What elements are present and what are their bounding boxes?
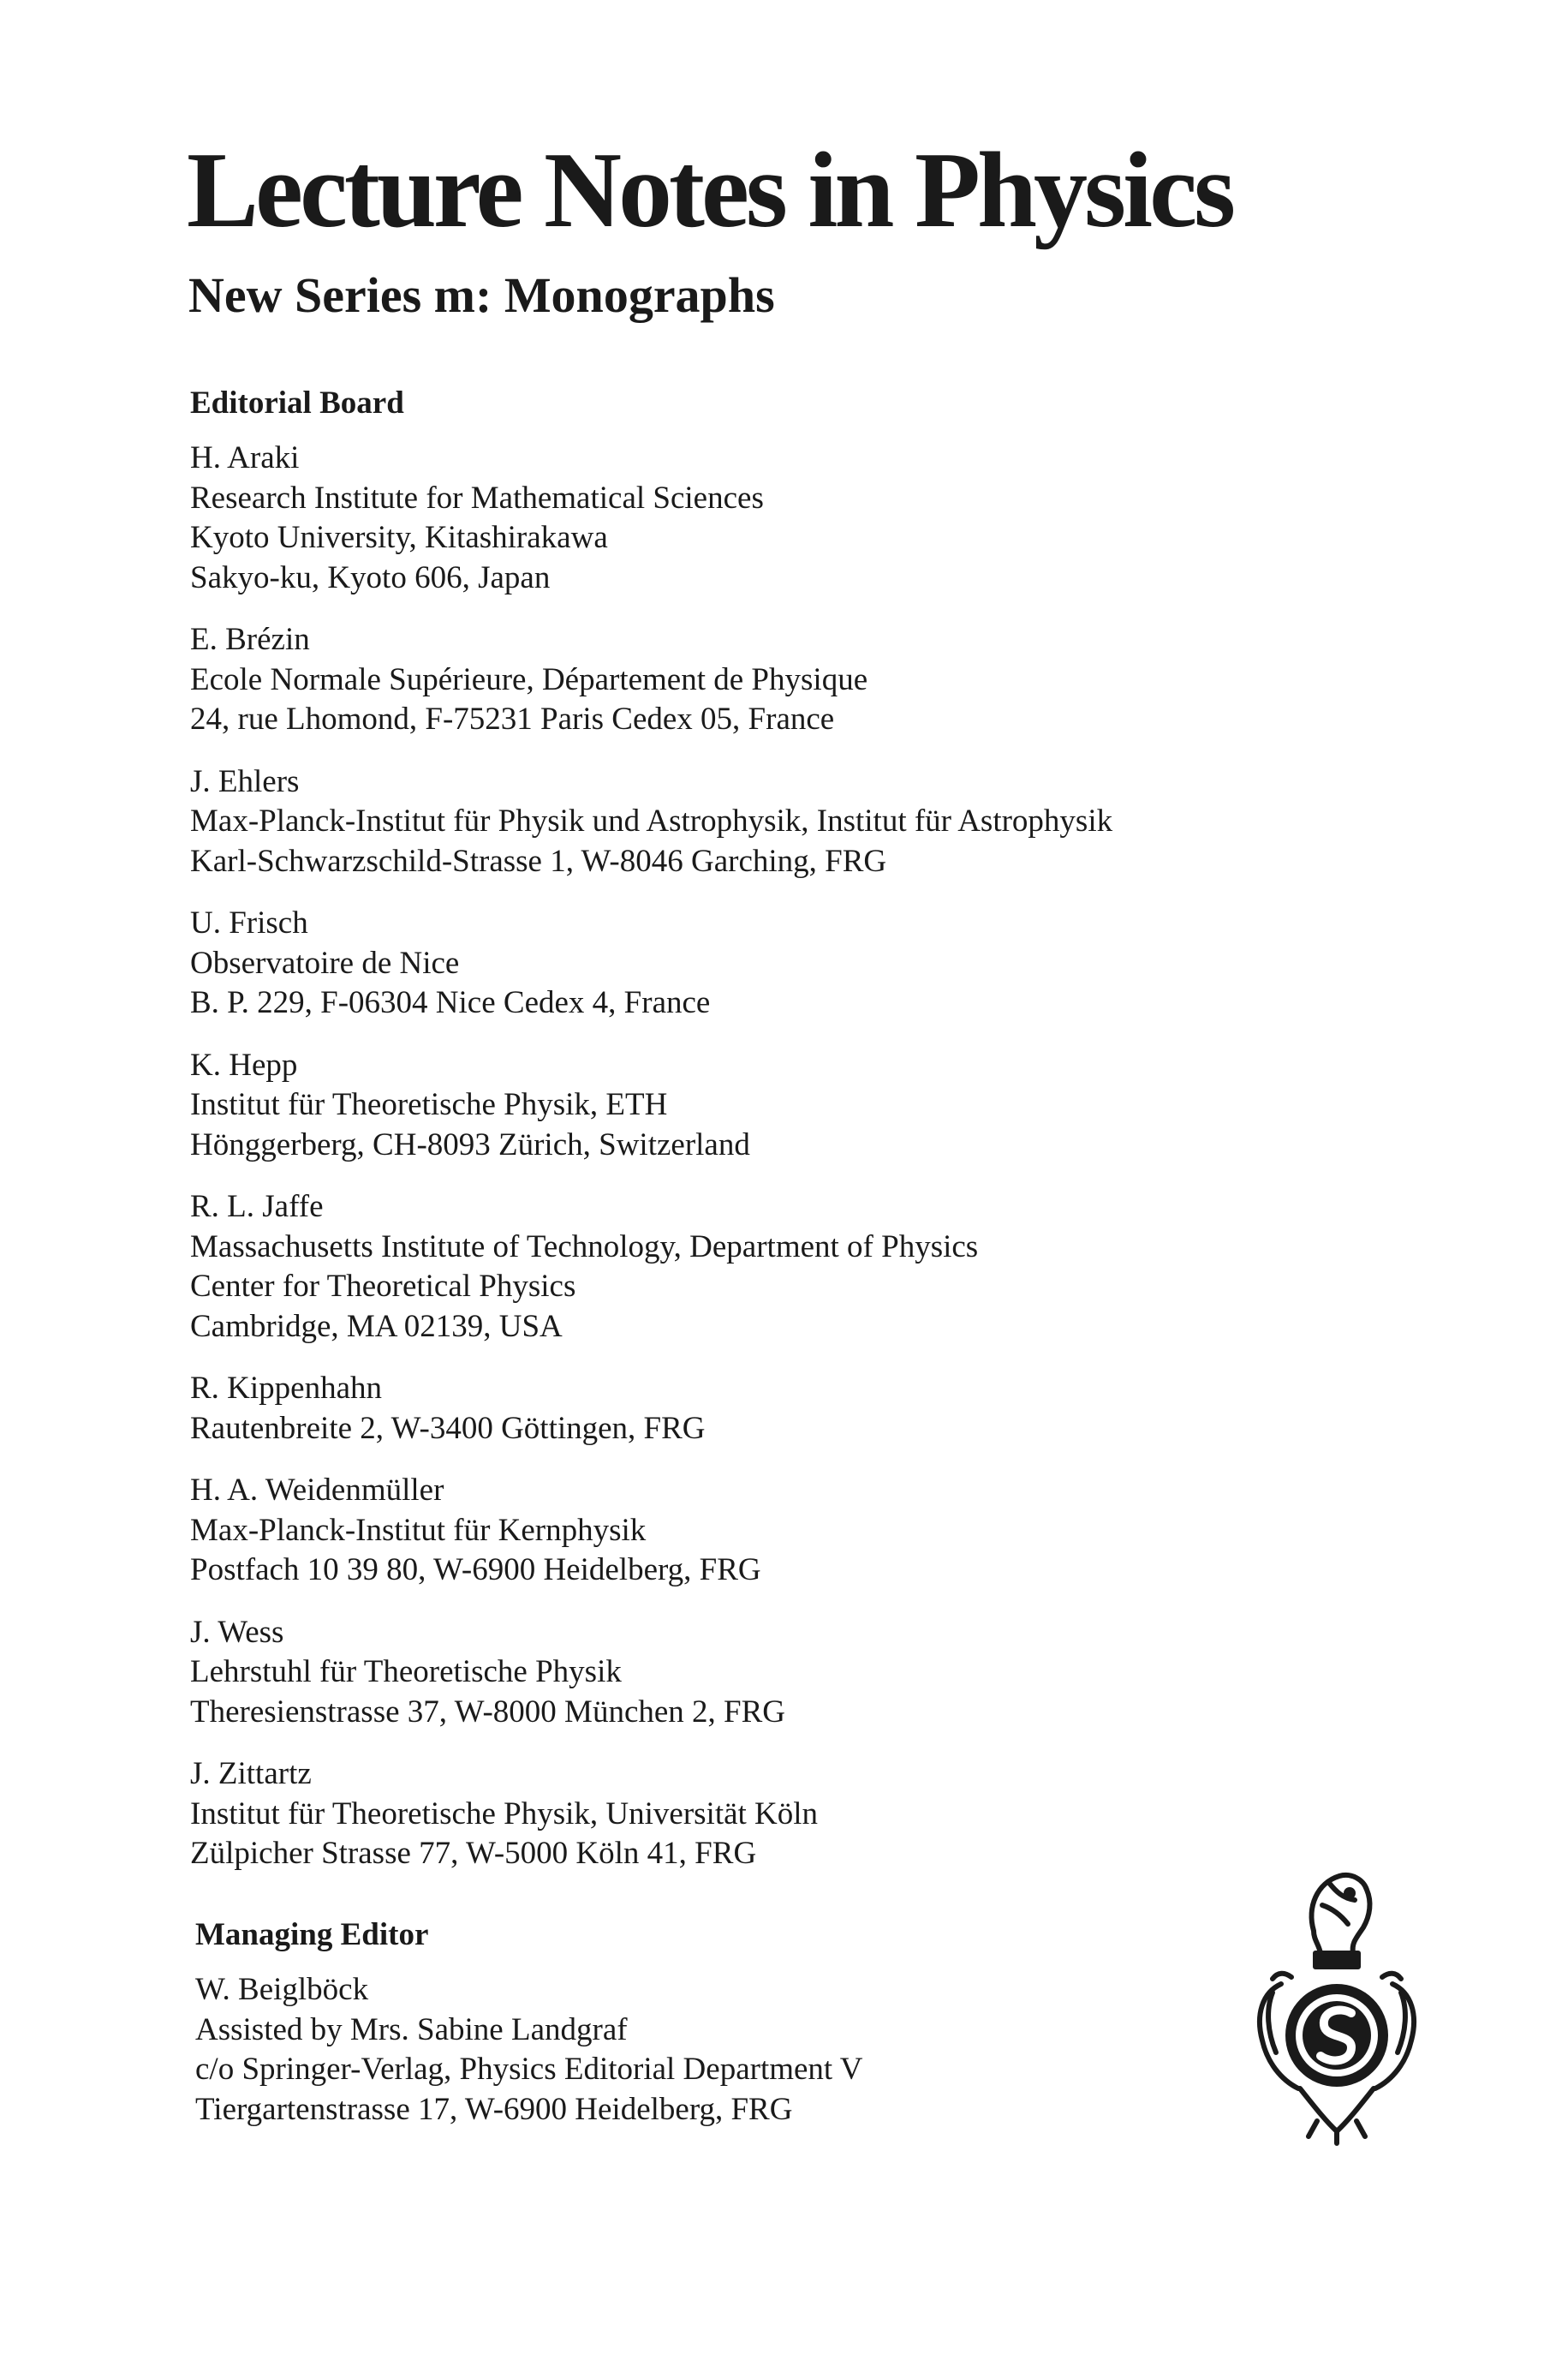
board-member — [190, 904, 1475, 1024]
managing-editor — [195, 1915, 1223, 2152]
board-member-affiliation-line: Ecole Normale Supérieure, Département de Physique — [190, 661, 868, 697]
managing-editor-line: Assisted by Mrs. Sabine Landgraf — [195, 2011, 628, 2047]
board-member-affiliation-line: Max-Planck-Institut für Kernphysik — [190, 1512, 647, 1548]
series-subtitle: New Series m: Monographs — [188, 267, 775, 323]
managing-editor-entry — [195, 1970, 1223, 2130]
board-member — [190, 1046, 1475, 1166]
board-member-affiliation-line: Rautenbreite 2, W-3400 Göttingen, FRG — [190, 1410, 706, 1446]
board-member-name: J. Zittartz — [190, 1756, 312, 1791]
board-member-affiliation-line: Massachusetts Institute of Technology, Department of Physics — [190, 1228, 979, 1264]
managing-editor-line: Tiergartenstrasse 17, W-6900 Heidelberg, FRG — [195, 2091, 793, 2127]
board-member-affiliation-line: 24, rue Lhomond, F-75231 Paris Cedex 05, France — [190, 702, 835, 737]
board-member — [190, 1754, 1475, 1874]
board-member-affiliation-line: B. P. 229, F-06304 Nice Cedex 4, France — [190, 985, 711, 1020]
board-member-name: H. A. Weidenmüller — [190, 1473, 444, 1508]
board-member-name: R. L. Jaffe — [190, 1189, 324, 1224]
board-member — [190, 620, 1475, 740]
board-member-name: E. Brézin — [190, 622, 310, 657]
editorial-board-members — [190, 439, 1475, 1874]
board-member — [190, 1187, 1475, 1347]
managing-editor-line: c/o Springer-Verlag, Physics Editorial Department V — [195, 2052, 863, 2087]
board-member-affiliation-line: Sakyo-ku, Kyoto 606, Japan — [190, 559, 551, 595]
board-member-affiliation-line: Theresienstrasse 37, W-8000 München 2, FRG — [190, 1694, 786, 1730]
board-member-affiliation-line: Max-Planck-Institut für Physik und Astrophysik, Institut für Astrophysik — [190, 804, 1113, 839]
board-member-name: J. Ehlers — [190, 763, 300, 799]
board-member-affiliation-line: Postfach 10 39 80, W-6900 Heidelberg, FRG — [190, 1552, 761, 1587]
editorial-board — [190, 384, 1475, 1897]
board-member-name: J. Wess — [190, 1614, 284, 1650]
editorial-board-heading: Editorial Board — [190, 385, 404, 421]
board-member-affiliation-line: Observatoire de Nice — [190, 945, 460, 981]
board-member-affiliation-line: Zülpicher Strasse 77, W-5000 Köln 41, FRG — [190, 1836, 757, 1871]
series-title: Lecture Notes in Physics — [187, 131, 1233, 250]
board-member-affiliation-line: Hönggerberg, CH-8093 Zürich, Switzerland — [190, 1126, 750, 1162]
managing-editor-heading: Managing Editor — [195, 1917, 429, 1952]
board-member — [190, 762, 1475, 882]
board-member — [190, 439, 1475, 598]
board-member-affiliation-line: Institut für Theoretische Physik, Universität Köln — [190, 1795, 819, 1831]
board-member-affiliation-line: Kyoto University, Kitashirakawa — [190, 520, 608, 555]
board-member-affiliation-line: Center for Theoretical Physics — [190, 1269, 576, 1304]
board-member-affiliation-line: Institut für Theoretische Physik, ETH — [190, 1087, 668, 1122]
board-member-name: U. Frisch — [190, 905, 308, 941]
board-member-affiliation-line: Cambridge, MA 02139, USA — [190, 1308, 563, 1344]
board-member-affiliation-line: Lehrstuhl für Theoretische Physik — [190, 1654, 622, 1689]
springer-knight-logo-icon — [1247, 1864, 1427, 2155]
board-member-affiliation-line: Karl-Schwarzschild-Strasse 1, W-8046 Garching, FRG — [190, 843, 887, 879]
board-member-name: H. Araki — [190, 440, 300, 475]
board-member-affiliation-line: Research Institute for Mathematical Sciences — [190, 480, 764, 516]
board-member — [190, 1613, 1475, 1733]
managing-editor-name: W. Beiglböck — [195, 1972, 369, 2007]
board-member — [190, 1471, 1475, 1591]
board-member-name: K. Hepp — [190, 1047, 298, 1083]
board-member — [190, 1369, 1475, 1449]
board-member-name: R. Kippenhahn — [190, 1371, 383, 1406]
